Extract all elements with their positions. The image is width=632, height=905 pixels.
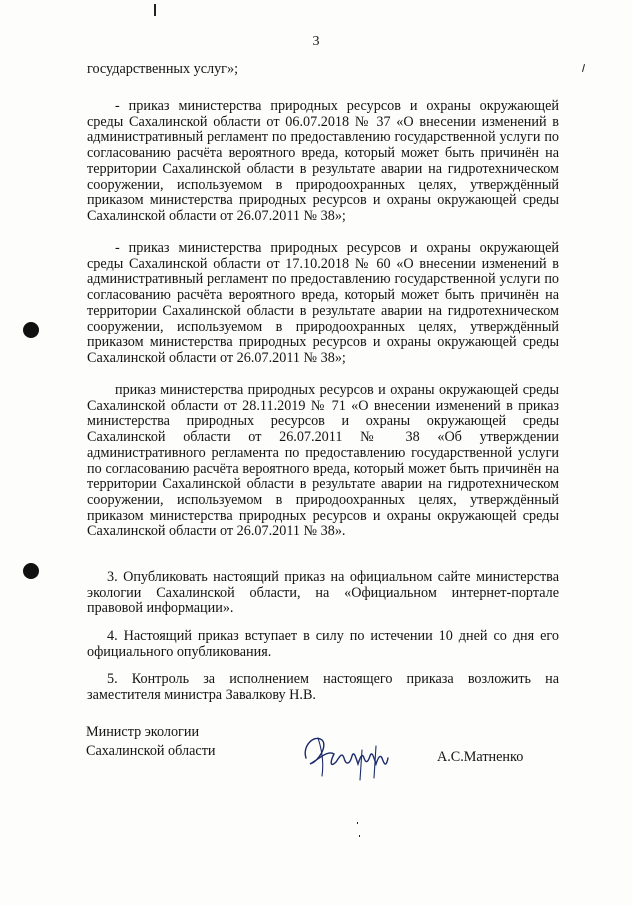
punch-hole-upper (23, 322, 39, 338)
paragraph-order-2018-60: - приказ министерства природных ресурсов и охраны окружающей среды Сахалинской области от 17.10.2018 № 60 «О внесении изменений в административный регламент по предоставлению государственной услуги по согласованию расчёта вероятного вреда, который может быть причинён на территории Сахалинской области в результате аварии на гидротехническом сооружении, используемом в природоохранных целях, утверждённый приказом министерства природных ресурсов и охраны окружающей среды Сахалинской области от 26.07.2011 № 38»; (87, 240, 559, 366)
signatory-title (86, 723, 286, 761)
paragraph-order-2019-71: приказ министерства природных ресурсов и охраны окружающей среды Сахалинской области от 28.11.2019 № 71 «О внесении изменений в приказ министерства природных ресурсов и охраны окружающей среды Сахалинской области от 26.07.2011 № 38 «Об утверждении административного регламента по предоставлению государственной услуги по согласованию расчёта вероятного вреда, который может быть причинён на территории Сахалинской области в результате аварии на гидротехническом сооружении, используемом в природоохранных целях, утверждённый приказом министерства природных ресурсов и охраны окружающей среды Сахалинской области от 26.07.2011 № 38». (87, 382, 559, 540)
paragraph-item-4: 4. Настоящий приказ вступает в силу по истечении 10 дней со дня его официального опубликования. (87, 628, 559, 660)
punch-hole-lower (23, 563, 39, 579)
scan-speck (359, 835, 360, 837)
corner-scan-mark (582, 64, 585, 72)
paragraph-continuation: государственных услуг»; (87, 61, 239, 77)
signatory-title-line2: Сахалинской области (86, 743, 216, 759)
paragraph-order-2018-37: - приказ министерства природных ресурсов и охраны окружающей среды Сахалинской области от 06.07.2018 № 37 «О внесении изменений в административный регламент по предоставлению государственной услуги по согласованию расчёта вероятного вреда, который может быть причинён на территории Сахалинской области в результате аварии на гидротехническом сооружении, используемом в природоохранных целях, утверждённый приказом министерства природных ресурсов и охраны окружающей среды Сахалинской области от 26.07.2011 № 38»; (87, 98, 559, 224)
top-scan-mark (154, 4, 156, 16)
handwritten-signature (300, 728, 396, 786)
signatory-title-line1: Министр экологии (86, 724, 200, 740)
signatory-name: А.С.Матненко (437, 749, 524, 765)
page-number: 3 (312, 34, 320, 49)
paragraph-item-5: 5. Контроль за исполнением настоящего приказа возложить на заместителя министра Завалкову Н.В. (87, 671, 559, 703)
paragraph-item-3: 3. Опубликовать настоящий приказ на официальном сайте министерства экологии Сахалинской области, на «Официальном интернет-портале правовой информации». (87, 569, 559, 617)
scan-speck (357, 822, 358, 824)
